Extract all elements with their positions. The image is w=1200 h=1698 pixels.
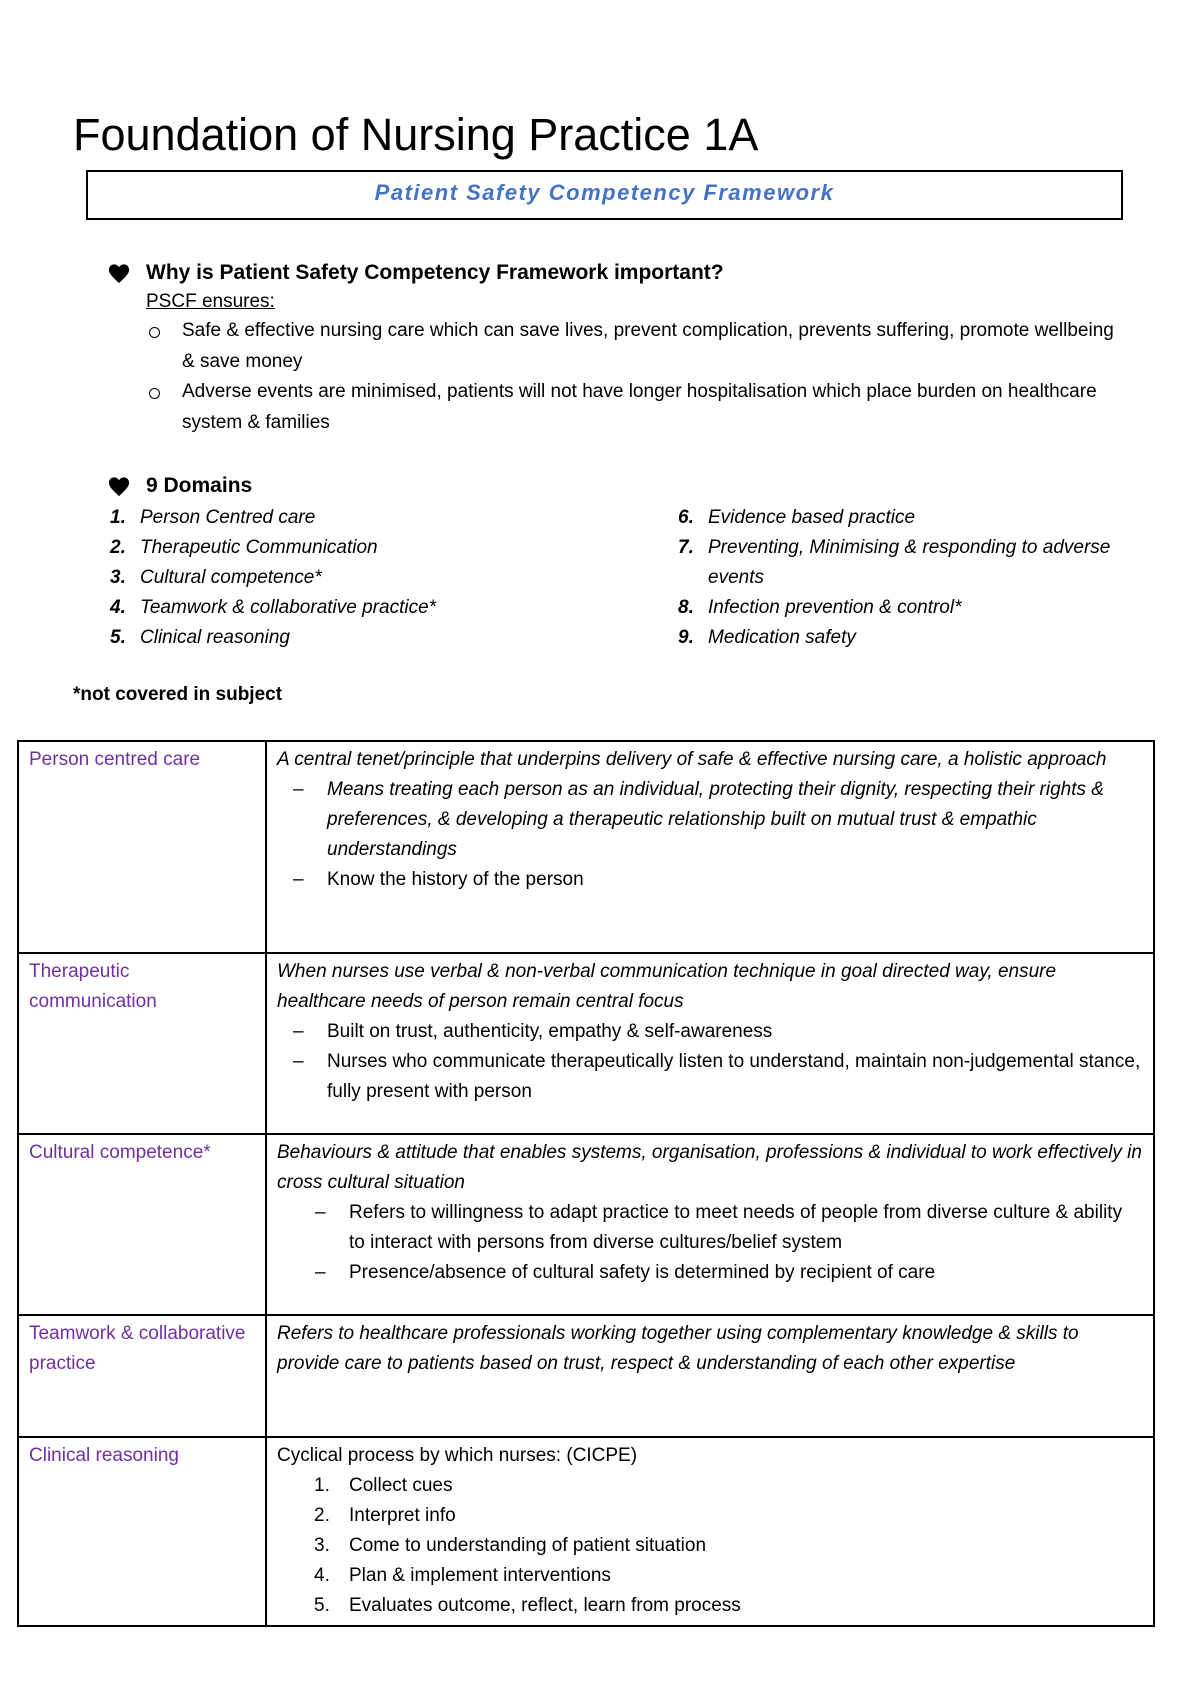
dash-bullet-icon: – <box>293 779 304 800</box>
domain-item: 4. Teamwork & collaborative practice* <box>110 597 437 618</box>
importance-bullets <box>146 316 1126 438</box>
list-item: – Presence/absence of cultural safety is determined by recipient of care <box>277 1258 1143 1288</box>
list-item: 1. Collect cues <box>314 1475 453 1496</box>
list-item: 3. Come to understanding of patient situation <box>314 1535 707 1556</box>
table-row <box>18 953 1154 1134</box>
list-item: – Know the history of the person <box>277 865 1143 895</box>
importance-heading: Why is Patient Safety Competency Framework important? <box>146 261 724 284</box>
domains-heading: 9 Domains <box>146 474 253 497</box>
domain-description <box>266 741 1154 953</box>
domain-description <box>266 1437 1154 1626</box>
description-intro: Refers to healthcare professionals working together using complementary knowledge & skills to provide care to patients based on trust, respect & understanding of each other expertise <box>277 1323 1079 1374</box>
importance-subheading: PSCF ensures: <box>146 291 275 312</box>
list-item: – Refers to willingness to adapt practice to meet needs of people from diverse culture & ability to interact with persons from diverse cultures/belief system <box>277 1198 1143 1258</box>
list-item: 5. Evaluates outcome, reflect, learn from process <box>314 1595 741 1616</box>
circle-bullet-icon <box>149 388 160 399</box>
domain-item: 6. Evidence based practice <box>678 507 916 528</box>
domain-label: Person centred care <box>18 741 266 953</box>
table-row <box>18 1315 1154 1437</box>
description-intro: Behaviours & attitude that enables systems, organisation, professions & individual to work effectively in cross cultural situation <box>277 1142 1142 1193</box>
list-item: 4. Plan & implement interventions <box>314 1565 611 1586</box>
dash-bullet-icon: – <box>315 1262 326 1283</box>
description-intro: A central tenet/principle that underpins delivery of safe & effective nursing care, a holistic approach <box>277 749 1107 770</box>
subtitle: Patient Safety Competency Framework <box>374 180 835 205</box>
description-intro: Cyclical process by which nurses: (CICPE) <box>277 1445 638 1466</box>
list-item: Adverse events are minimised, patients will not have longer hospitalisation which place burden on healthcare system & families <box>146 377 1126 438</box>
domains-list-left <box>110 503 630 653</box>
list-item: – Built on trust, authenticity, empathy & self-awareness <box>277 1017 1143 1047</box>
table-row <box>18 741 1154 953</box>
description-intro: When nurses use verbal & non-verbal communication technique in goal directed way, ensure healthcare needs of person remain central focus <box>277 961 1057 1012</box>
domain-item: 7. Preventing, Minimising & responding to adverse events <box>678 537 1111 588</box>
competency-table <box>17 740 1155 1627</box>
domain-item: 5. Clinical reasoning <box>110 627 290 648</box>
list-item: 2. Interpret info <box>314 1505 456 1526</box>
domains-list-right <box>678 503 1118 653</box>
dash-bullet-icon: – <box>293 1051 304 1072</box>
heart-bullet-icon <box>108 263 130 285</box>
domain-item: 1. Person Centred care <box>110 507 316 528</box>
domain-description <box>266 953 1154 1134</box>
domain-label: Therapeutic communication <box>18 953 266 1134</box>
domain-item: 2. Therapeutic Communication <box>110 537 378 558</box>
heart-bullet-icon <box>108 476 130 498</box>
circle-bullet-icon <box>149 327 160 338</box>
domain-label: Cultural competence* <box>18 1134 266 1315</box>
page-title: Foundation of Nursing Practice 1A <box>73 109 759 161</box>
dash-bullet-icon: – <box>293 1021 304 1042</box>
domain-item: 9. Medication safety <box>678 627 856 648</box>
domain-description <box>266 1315 1154 1437</box>
subtitle-box <box>86 170 1123 220</box>
table-row <box>18 1437 1154 1626</box>
domain-label: Teamwork & collaborative practice <box>18 1315 266 1437</box>
table-row <box>18 1134 1154 1315</box>
dash-bullet-icon: – <box>293 869 304 890</box>
list-item: Safe & effective nursing care which can save lives, prevent complication, prevents suffering, promote wellbeing & save money <box>146 316 1126 377</box>
domain-item: 3. Cultural competence* <box>110 567 322 588</box>
domain-description <box>266 1134 1154 1315</box>
list-item: – Means treating each person as an individual, protecting their dignity, respecting their rights & preferences, & developing a therapeutic relationship built on mutual trust & empathic understandings <box>277 775 1143 865</box>
domain-label: Clinical reasoning <box>18 1437 266 1626</box>
not-covered-note: *not covered in subject <box>73 684 283 705</box>
dash-bullet-icon: – <box>315 1202 326 1223</box>
domain-item: 8. Infection prevention & control* <box>678 597 962 618</box>
list-item: – Nurses who communicate therapeutically listen to understand, maintain non-judgemental stance, fully present with person <box>277 1047 1143 1107</box>
